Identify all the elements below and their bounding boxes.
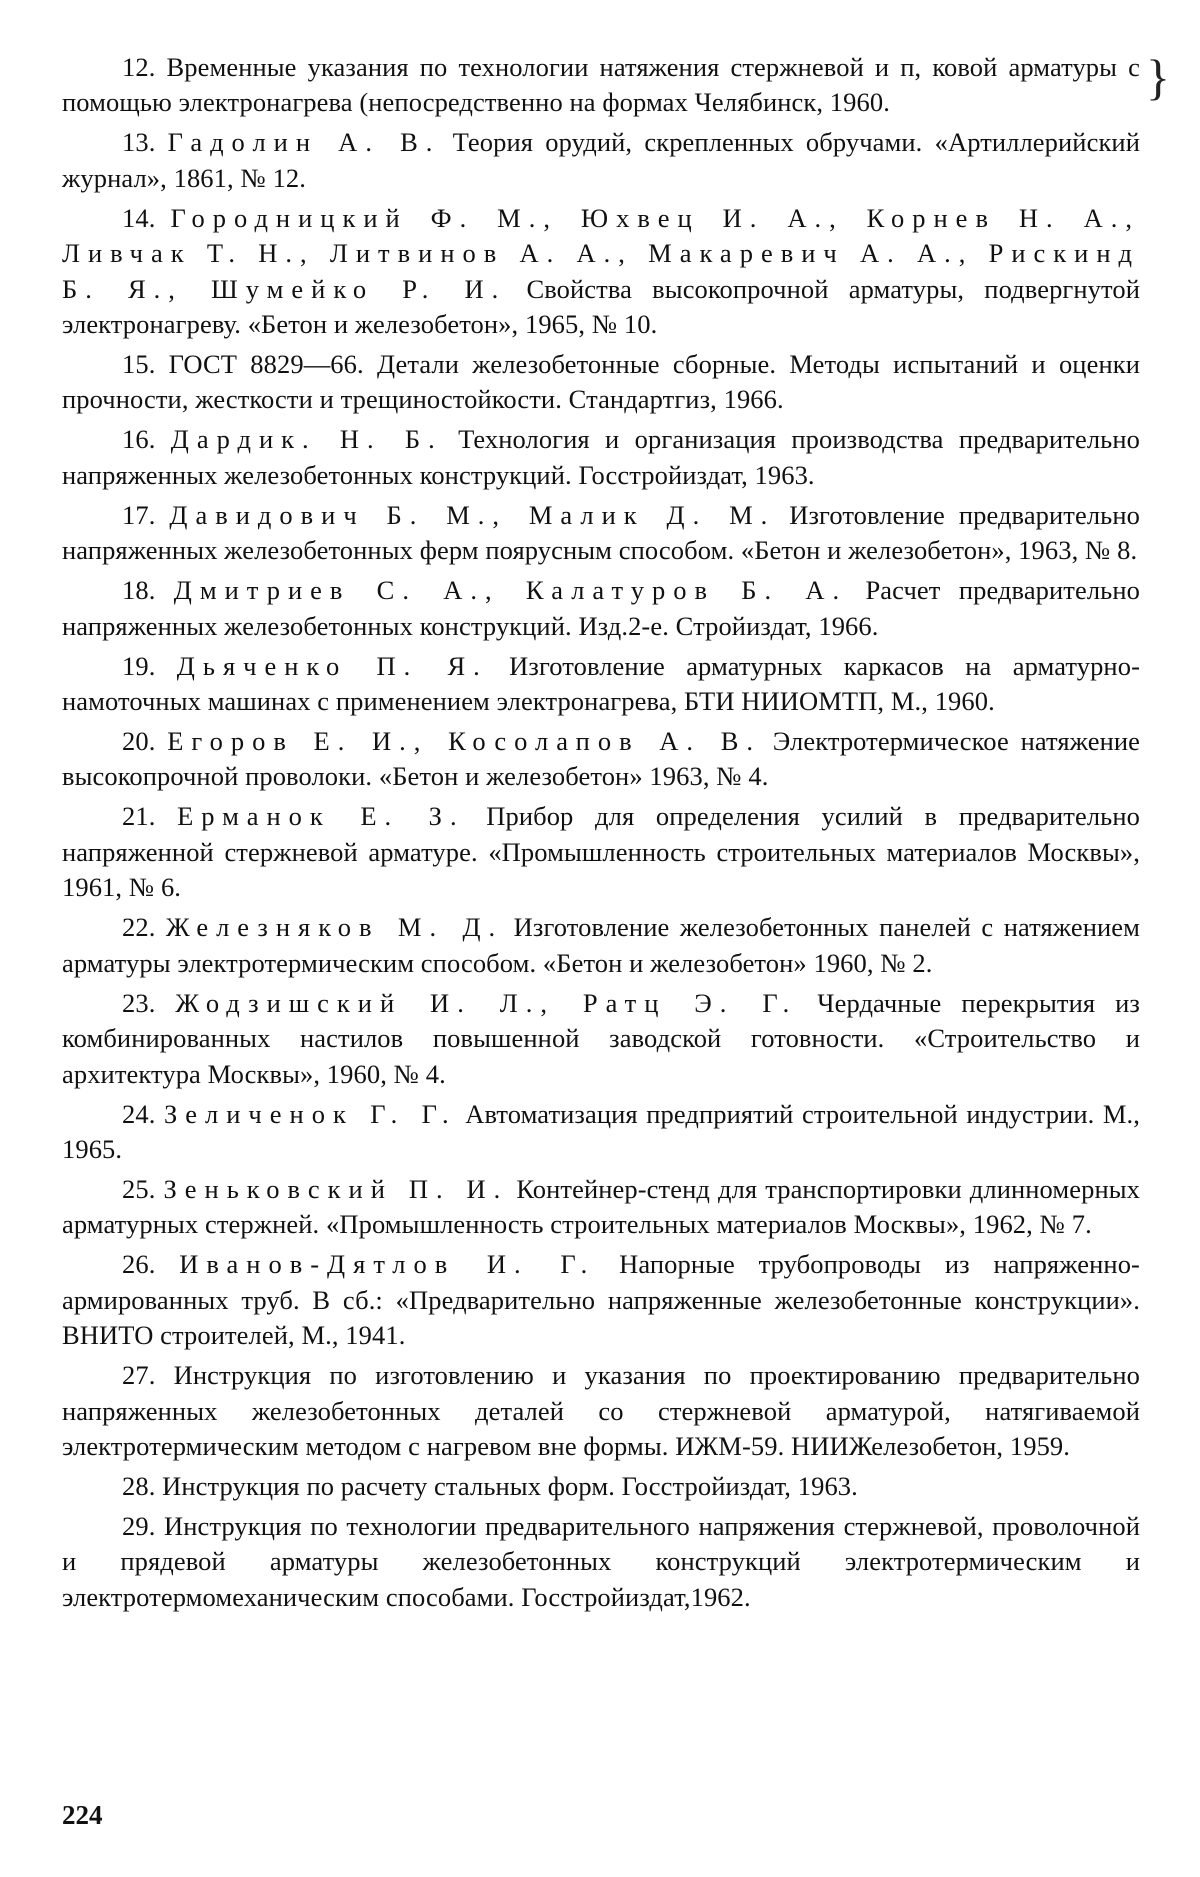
reference-number: 24.	[122, 1098, 164, 1129]
reference-text: Электротермическое натяжение высокопрочной проволоки. «Бетон и железобетон» 1963, № 4.	[62, 726, 1140, 792]
reference-text: Свойства высокопрочной арматуры, подвергнутой электронагреву. «Бетон и железобетон», 1965, № 10.	[62, 273, 1140, 340]
reference-number: 23.	[122, 987, 176, 1018]
reference-text: Прибор для определения усилий в предварительно напряженной стержневой арматуре. «Промышленность строительных материалов Москвы», 1961, № 6.	[62, 801, 1140, 903]
reference-authors: Ерманок Е. З.	[177, 801, 465, 832]
reference-number: 22.	[122, 912, 166, 943]
reference-item	[62, 498, 1140, 569]
reference-authors: Егоров Е. И., Косолапов А. В.	[167, 726, 761, 757]
reference-text: Напорные трубопроводы из напряженно-армированных труб. В сб.: «Предварительно напряженные железобетонные конструкции». ВНИТО строителей, М., 1941.	[62, 1249, 1140, 1351]
reference-item	[62, 422, 1140, 493]
reference-number: 25.	[122, 1173, 164, 1204]
reference-text: Инструкция по расчету стальных форм. Госстройиздат, 1963.	[162, 1470, 858, 1501]
reference-number: 16.	[122, 424, 171, 455]
reference-authors: Городницкий Ф. М., Юхвец И. А., Корнев Н. А., Ливчак Т. Н., Литвинов А. А., Макаревич А. А., Рискинд Б. Я., Шумейко Р. И.	[62, 202, 1140, 304]
reference-text: Изготовление арматурных каркасов на арматурно-намоточных машинах с применением электронагрева, БТИ НИИОМТП, М., 1960.	[62, 650, 1140, 717]
reference-item	[62, 201, 1140, 343]
reference-text: Изготовление предварительно напряженных железобетонных ферм поярусным способом. «Бетон и железобетон», 1963, № 8.	[62, 499, 1140, 566]
reference-number: 26.	[122, 1249, 180, 1280]
reference-text: Теория орудий, скрепленных обручами. «Артиллерийский журнал», 1861, № 12.	[62, 127, 1140, 193]
reference-authors: Железняков М. Д.	[165, 912, 504, 943]
reference-text: Инструкция по изготовлению и указания по проектированию предварительно напряженных железобетонных деталей со стержневой арматурой, натягиваемой электротермическим методом с нагревом вне формы. ИЖМ-59. НИИЖелезобетон, 1959.	[62, 1360, 1140, 1461]
reference-item	[62, 799, 1140, 905]
reference-text: Расчет предварительно напряженных железобетонных конструкций. Изд.2-е. Стройиздат, 1966.	[62, 575, 1140, 641]
edge-bracket-mark: }	[1146, 49, 1170, 105]
reference-text: Временные указания по технологии натяжения стержневой и п, ковой арматуры с помощью электронагрева (непосредственно на формах Челябинск, 1960.	[62, 52, 1140, 118]
reference-number: 15.	[122, 349, 169, 380]
reference-number: 20.	[122, 726, 168, 757]
reference-number: 28.	[122, 1470, 163, 1501]
reference-authors: Дмитриев С. А., Калатуров Б. А.	[173, 575, 848, 606]
reference-item	[62, 1469, 1140, 1504]
reference-item	[62, 125, 1140, 196]
reference-authors: Зеньковский П. И.	[163, 1173, 509, 1204]
reference-item	[62, 1247, 1140, 1353]
reference-item	[62, 1097, 1140, 1168]
reference-authors: Дьяченко П. Я.	[176, 650, 488, 681]
reference-item	[62, 724, 1140, 795]
reference-number: 12.	[122, 52, 167, 82]
reference-item	[62, 573, 1140, 644]
reference-item	[62, 1358, 1140, 1464]
reference-authors: Давидович Б. М., Малик Д. М.	[169, 499, 776, 530]
reference-text: Изготовление железобетонных панелей с натяжением арматуры электротермическим способом. «Бетон и железобетон» 1960, № 2.	[62, 912, 1140, 978]
reference-number: 27.	[122, 1360, 174, 1391]
reference-number: 14.	[122, 202, 171, 233]
reference-text: Чердачные перекрытия из комбинированных настилов повышенной заводской готовности. «Строительство и архитектура Москвы», 1960, № 4.	[62, 987, 1140, 1089]
reference-authors: Гадолин А. В.	[167, 127, 441, 158]
reference-item	[62, 910, 1140, 981]
reference-item	[62, 1172, 1140, 1243]
page-number: 224	[62, 1800, 103, 1830]
reference-item	[62, 347, 1140, 418]
reference-item	[62, 649, 1140, 720]
reference-authors: Жодзишский И. Л., Ратц Э. Г.	[175, 987, 798, 1018]
reference-item	[62, 1509, 1140, 1615]
reference-number: 13.	[122, 127, 168, 158]
reference-number: 29.	[122, 1510, 165, 1541]
reference-item	[62, 986, 1140, 1092]
reference-text: Автоматизация предприятий строительной индустрии. М., 1965.	[62, 1098, 1140, 1164]
reference-text: Инструкция по технологии предварительного напряжения стержневой, проволочной и прядевой арматуры железобетонных конструкций электротермическим и электротермомеханическим способами. Госстройиздат,1962.	[62, 1510, 1140, 1612]
reference-text: Контейнер-стенд для транспортировки длинномерных арматурных стержней. «Промышленность строительных материалов Москвы», 1962, № 7.	[62, 1173, 1140, 1240]
reference-item	[62, 50, 1140, 121]
reference-number: 17.	[122, 499, 170, 530]
reference-text: ГОСТ 8829—66. Детали железобетонные сборные. Методы испытаний и оценки прочности, жесткости и трещиностойкости. Стандартгиз, 1966.	[62, 349, 1140, 415]
reference-authors: Дардик. Н. Б.	[170, 424, 443, 455]
reference-text: Технология и организация производства предварительно напряженных железобетонных конструкций. Госстройиздат, 1963.	[62, 424, 1140, 490]
reference-authors: Зеличенок Г. Г.	[163, 1098, 457, 1129]
reference-authors: Иванов-Дятлов И. Г.	[179, 1249, 596, 1280]
reference-number: 18.	[122, 575, 174, 606]
reference-number: 19.	[122, 650, 177, 681]
reference-number: 21.	[122, 801, 178, 832]
reference-list	[62, 50, 1140, 1620]
